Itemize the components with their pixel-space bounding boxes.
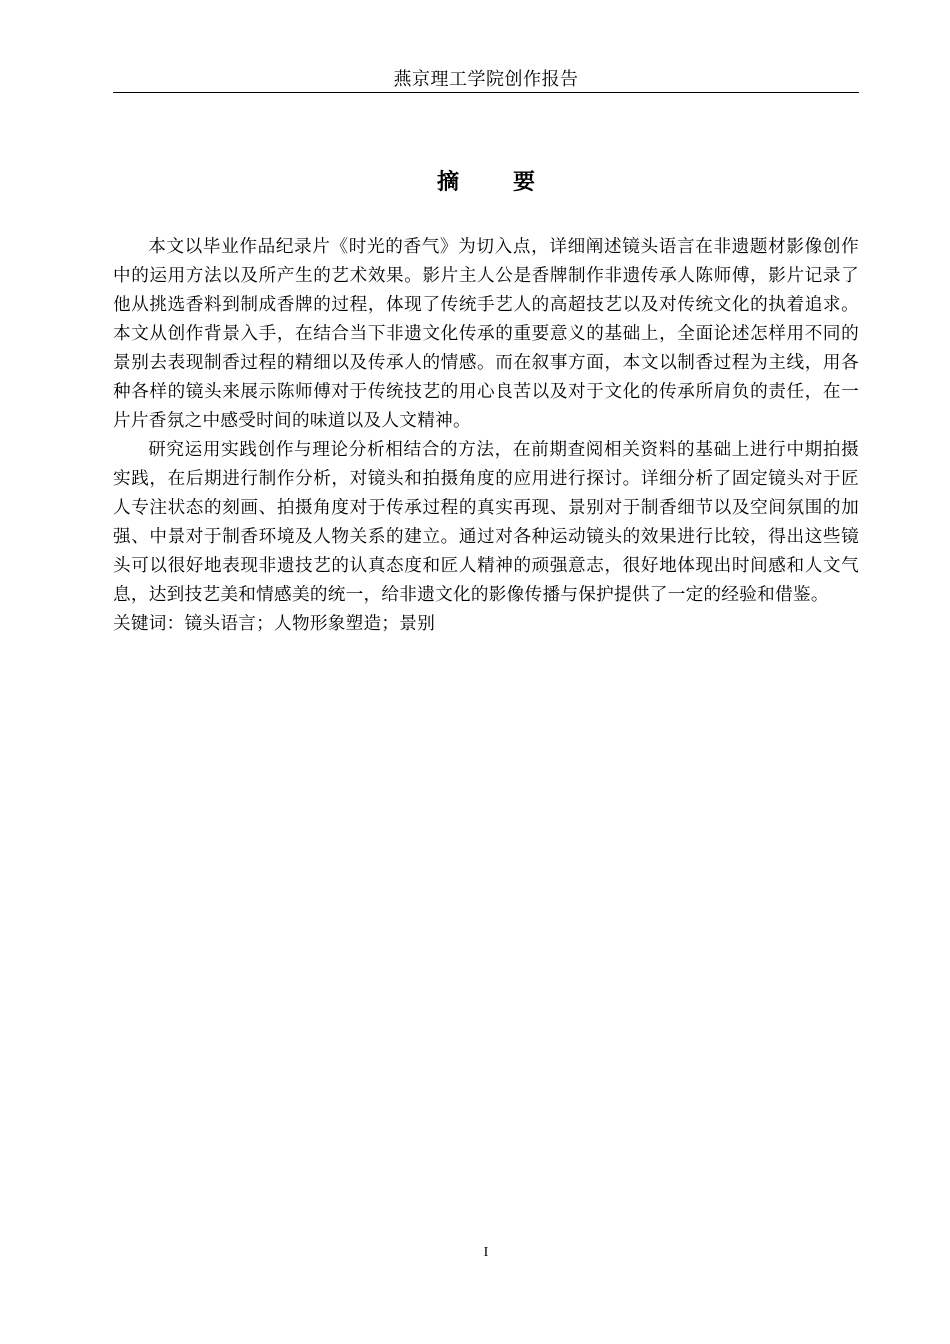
abstract-body bbox=[113, 233, 859, 639]
abstract-paragraph-1: 本文以毕业作品纪录片《时光的香气》为切入点，详细阐述镜头语言在非遗题材影像创作中的运用方法以及所产生的艺术效果。影片主人公是香牌制作非遗传承人陈师傅，影片记录了他从挑选香料到制成香牌的过程，体现了传统手艺人的高超技艺以及对传统文化的执着追求。本文从创作背景入手，在结合当下非遗文化传承的重要意义的基础上，全面论述怎样用不同的景别去表现制香过程的精细以及传承人的情感。而在叙事方面，本文以制香过程为主线，用各种各样的镜头来展示陈师傅对于传统技艺的用心良苦以及对于文化的传承所肩负的责任，在一片片香氛之中感受时间的味道以及人文精神。 bbox=[113, 237, 859, 431]
keywords-line: 关键词：镜头语言；人物形象塑造；景别 bbox=[113, 614, 436, 634]
abstract-paragraph-2: 研究运用实践创作与理论分析相结合的方法，在前期查阅相关资料的基础上进行中期拍摄实践，在后期进行制作分析，对镜头和拍摄角度的应用进行探讨。详细分析了固定镜头对于匠人专注状态的刻画、拍摄角度对于传承过程的真实再现、景别对于制香细节以及空间氛围的加强、中景对于制香环境及人物关系的建立。通过对各种运动镜头的效果进行比较，得出这些镜头可以很好地表现非遗技艺的认真态度和匠人精神的顽强意志，很好地体现出时间感和人文气息，达到技艺美和情感美的统一，给非遗文化的影像传播与保护提供了一定的经验和借鉴。 bbox=[113, 440, 859, 605]
running-header: 燕京理工学院创作报告 bbox=[393, 69, 579, 90]
page-number: I bbox=[483, 1245, 489, 1260]
abstract-title: 摘 要 bbox=[436, 170, 551, 195]
header-rule bbox=[113, 92, 859, 93]
